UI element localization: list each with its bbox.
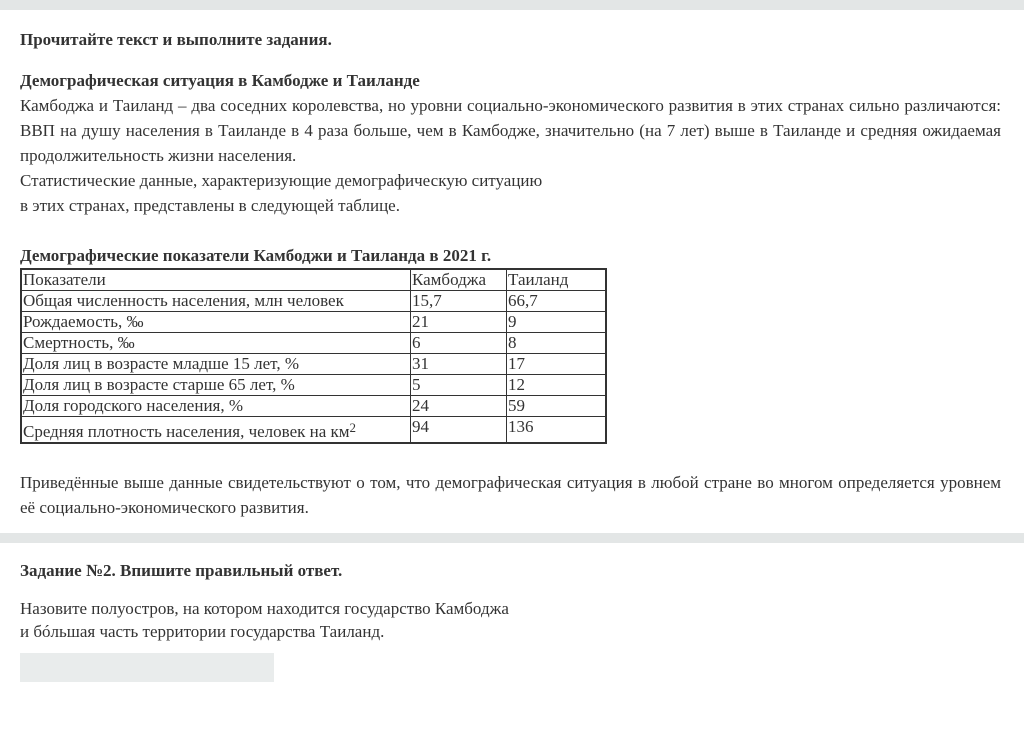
cambodia-cell: 94: [411, 417, 507, 443]
table-row: [21, 291, 606, 312]
cambodia-cell: 24: [411, 396, 507, 417]
task-question-line-2: и бóльшая часть территории государства Таиланд.: [20, 621, 385, 641]
cambodia-cell: 6: [411, 333, 507, 354]
table-row: [21, 333, 606, 354]
indicator-cell: Общая численность населения, млн человек: [21, 291, 411, 312]
table-row: [21, 396, 606, 417]
article-paragraph-2-line-1: Статистические данные, характеризующие демографическую ситуацию: [20, 171, 543, 190]
thailand-cell: 9: [507, 312, 607, 333]
section-divider-band: [0, 533, 1024, 543]
cambodia-cell: 21: [411, 312, 507, 333]
table-row: [21, 417, 606, 443]
conclusion-paragraph: Приведённые выше данные свидетельствуют о том, что демографическая ситуация в любой стране во многом определяется уровнем её социально-экономического развития.: [20, 472, 1001, 517]
indicator-text: Средняя плотность населения, человек на км: [23, 421, 350, 441]
thailand-cell: 17: [507, 354, 607, 375]
top-divider-band: [0, 0, 1024, 10]
cambodia-cell: 31: [411, 354, 507, 375]
article-paragraph-2-line-2: в этих странах, представлены в следующей таблице.: [20, 196, 400, 215]
thailand-cell: 136: [507, 417, 607, 443]
indicator-cell: Доля лиц в возрасте младше 15 лет, %: [21, 354, 411, 375]
table-row: [21, 354, 606, 375]
article-paragraph-1: Камбоджа и Таиланд – два соседних королевства, но уровни социально-экономического развития в этих странах сильно различаются: ВВП на душу населения в Таиланде в 4 раза больше, чем в Камбодже, значительно (на 7 лет) выше в Таиланде и средняя ожидаемая продолжительность жизни населения.: [20, 96, 1001, 165]
indicator-cell: Доля лиц в возрасте старше 65 лет, %: [21, 375, 411, 396]
thailand-cell: 12: [507, 375, 607, 396]
reading-section: [0, 27, 1024, 520]
indicator-cell: [21, 417, 411, 443]
table-row: [21, 375, 606, 396]
indicator-cell: Смертность, ‰: [21, 333, 411, 354]
table-title: Демографические показатели Камбоджи и Таиланда в 2021 г.: [20, 246, 492, 265]
header-indicator: Показатели: [21, 269, 411, 291]
task-question-line-1: Назовите полуостров, на котором находится государство Камбоджа: [20, 598, 509, 618]
indicator-cell: Рождаемость, ‰: [21, 312, 411, 333]
thailand-cell: 59: [507, 396, 607, 417]
task-section: [0, 558, 1024, 682]
header-thailand: Таиланд: [507, 269, 607, 291]
instruction-heading: Прочитайте текст и выполните задания.: [20, 30, 332, 49]
answer-input[interactable]: [20, 653, 274, 682]
table-header-row: [21, 269, 606, 291]
demographics-table: [20, 268, 607, 444]
superscript: 2: [349, 419, 357, 435]
indicator-cell: Доля городского населения, %: [21, 396, 411, 417]
cambodia-cell: 15,7: [411, 291, 507, 312]
thailand-cell: 66,7: [507, 291, 607, 312]
article-title: Демографическая ситуация в Камбодже и Таиланде: [20, 71, 420, 90]
thailand-cell: 8: [507, 333, 607, 354]
header-cambodia: Камбоджа: [411, 269, 507, 291]
table-row: [21, 312, 606, 333]
cambodia-cell: 5: [411, 375, 507, 396]
task-title: Задание №2. Впишите правильный ответ.: [20, 560, 343, 580]
